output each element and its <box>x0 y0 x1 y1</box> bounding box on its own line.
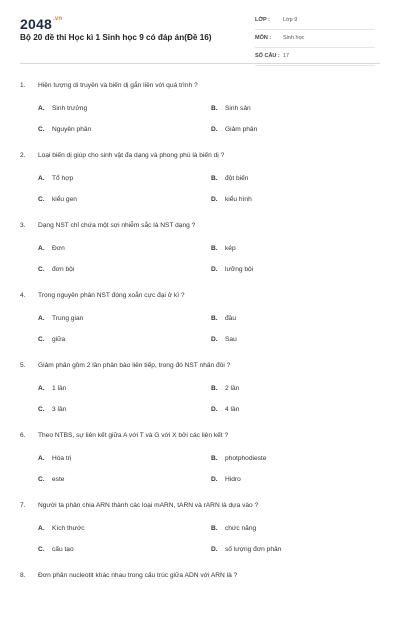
option-letter: D. <box>211 476 218 483</box>
meta-subject-row <box>255 32 375 48</box>
option-a[interactable] <box>38 245 65 252</box>
option-a[interactable] <box>38 455 71 462</box>
question-text <box>20 152 224 159</box>
meta-label: SỐ CÂU : <box>255 53 280 59</box>
option-text: Hidro <box>225 476 241 483</box>
question-item <box>0 78 400 148</box>
option-letter: A. <box>38 315 45 322</box>
option-letter: D. <box>211 126 218 133</box>
option-a[interactable] <box>38 175 73 182</box>
option-letter: B. <box>211 105 218 112</box>
meta-value: Lớp 9 <box>283 17 298 23</box>
option-a[interactable] <box>38 315 83 322</box>
option-d[interactable] <box>211 336 237 343</box>
option-text: Trung gian <box>52 315 84 322</box>
option-text: Hóa trị <box>52 455 72 462</box>
option-text: 3 lần <box>52 406 67 413</box>
option-letter: B. <box>211 525 218 532</box>
header-divider <box>20 63 380 64</box>
meta-class-row <box>255 14 375 30</box>
option-letter: B. <box>211 385 218 392</box>
option-a[interactable] <box>38 105 87 112</box>
question-stem: Người ta phân chia ARN thành các loại mARN, tARN và rARN là dựa vào ? <box>38 502 259 509</box>
option-text: este <box>52 476 65 483</box>
option-c[interactable] <box>38 196 77 203</box>
option-text: Nguyên phân <box>52 126 92 133</box>
option-letter: C. <box>38 406 45 413</box>
option-letter: B. <box>211 315 218 322</box>
option-c[interactable] <box>38 546 74 553</box>
option-text: Sinh sản <box>225 105 251 112</box>
option-letter: A. <box>38 175 45 182</box>
option-d[interactable] <box>211 546 281 553</box>
option-letter: C. <box>38 476 45 483</box>
question-list <box>0 78 400 638</box>
option-text: kiểu hình <box>225 196 252 203</box>
option-c[interactable] <box>38 126 91 133</box>
option-letter: A. <box>38 455 45 462</box>
option-a[interactable] <box>38 385 66 392</box>
option-text: 1 lần <box>52 385 67 392</box>
option-text: Sau <box>225 336 237 343</box>
option-c[interactable] <box>38 336 65 343</box>
question-item <box>0 498 400 568</box>
question-number: 5. <box>20 362 26 369</box>
option-b[interactable] <box>211 175 248 182</box>
option-letter: C. <box>38 266 45 273</box>
question-number: 2. <box>20 152 26 159</box>
option-c[interactable] <box>38 406 66 413</box>
option-letter: A. <box>38 385 45 392</box>
question-number: 7. <box>20 502 26 509</box>
option-d[interactable] <box>211 406 239 413</box>
option-text: Đơn <box>52 245 65 252</box>
option-text: đột biến <box>225 175 249 182</box>
question-stem: Giảm phân gồm 2 lần phân bào liên tiếp, trong đó NST nhân đôi ? <box>38 362 231 369</box>
option-d[interactable] <box>211 476 241 483</box>
option-letter: B. <box>211 175 218 182</box>
option-letter: C. <box>38 336 45 343</box>
option-text: cấu tạo <box>52 546 74 553</box>
option-text: Tổ hợp <box>52 175 74 182</box>
option-letter: D. <box>211 406 218 413</box>
option-text: Giảm phân <box>225 126 258 133</box>
question-stem: Dạng NST chỉ chứa một sợi nhiễm sắc là NST dạng ? <box>38 222 196 229</box>
page-title: Bộ 20 đề thi Học kì 1 Sinh học 9 có đáp án(Đề 16) <box>20 33 212 42</box>
option-letter: D. <box>211 266 218 273</box>
option-d[interactable] <box>211 266 253 273</box>
option-letter: A. <box>38 525 45 532</box>
question-number: 8. <box>20 572 26 579</box>
option-b[interactable] <box>211 385 239 392</box>
meta-value: 17 <box>283 53 290 59</box>
question-item <box>0 218 400 288</box>
question-text <box>20 82 198 89</box>
option-letter: D. <box>211 546 218 553</box>
option-text: chức năng <box>225 525 257 532</box>
option-c[interactable] <box>38 476 64 483</box>
option-text: đơn bội <box>52 266 75 273</box>
question-item <box>0 148 400 218</box>
question-text <box>20 292 185 299</box>
option-b[interactable] <box>211 105 251 112</box>
question-item <box>0 288 400 358</box>
meta-info <box>255 14 375 68</box>
option-d[interactable] <box>211 126 257 133</box>
question-item <box>0 568 400 638</box>
option-text: kiểu gen <box>52 196 77 203</box>
logo-text: 2048 <box>20 16 52 32</box>
question-text <box>20 362 230 369</box>
option-b[interactable] <box>211 245 236 252</box>
option-text: đầu <box>225 315 237 322</box>
question-text <box>20 572 237 579</box>
option-text: 2 lần <box>225 385 240 392</box>
option-letter: B. <box>211 245 218 252</box>
option-b[interactable] <box>211 315 236 322</box>
option-letter: D. <box>211 196 218 203</box>
question-text <box>20 222 195 229</box>
option-a[interactable] <box>38 525 85 532</box>
meta-label: MÔN : <box>255 35 272 41</box>
question-number: 1. <box>20 82 26 89</box>
option-letter: C. <box>38 196 45 203</box>
question-stem: Trong nguyên phân NST đóng xoắn cực đại ở kì ? <box>38 292 185 299</box>
question-stem: Theo NTBS, sự liên kết giữa A với T và G với X bởi các liên kết ? <box>38 432 229 439</box>
page-header <box>0 0 400 72</box>
option-c[interactable] <box>38 266 74 273</box>
option-text: kép <box>225 245 236 252</box>
option-letter: C. <box>38 126 45 133</box>
option-b[interactable] <box>211 525 256 532</box>
question-stem: Đơn phân nucleotit khác nhau trong cấu trúc giữa ADN với ARN là ? <box>38 572 238 579</box>
question-stem: Hiện tượng di truyền và biến dị gắn liền với quá trình ? <box>38 82 198 89</box>
option-letter: B. <box>211 455 218 462</box>
option-text: 4 lần <box>225 406 240 413</box>
question-stem: Loại biến dị giúp cho sinh vật đa dạng và phong phú là biến dị ? <box>38 152 225 159</box>
meta-label: LỚP : <box>255 17 270 23</box>
option-text: lưỡng bội <box>225 266 254 273</box>
question-number: 4. <box>20 292 26 299</box>
option-text: số lượng đơn phân <box>225 546 282 553</box>
option-text: giữa <box>52 336 66 343</box>
site-logo[interactable] <box>20 16 62 32</box>
logo-suffix: .vn <box>52 16 63 22</box>
option-text: Kích thước <box>52 525 85 532</box>
option-text: Sinh trưởng <box>52 105 88 112</box>
meta-value: Sinh học <box>283 35 305 41</box>
option-letter: D. <box>211 336 218 343</box>
question-text <box>20 432 228 439</box>
option-letter: A. <box>38 245 45 252</box>
question-item <box>0 358 400 428</box>
option-letter: C. <box>38 546 45 553</box>
question-text <box>20 502 258 509</box>
question-number: 3. <box>20 222 26 229</box>
question-item <box>0 428 400 498</box>
option-b[interactable] <box>211 455 266 462</box>
option-letter: A. <box>38 105 45 112</box>
option-text: photphodieste <box>225 455 267 462</box>
option-d[interactable] <box>211 196 252 203</box>
question-number: 6. <box>20 432 26 439</box>
